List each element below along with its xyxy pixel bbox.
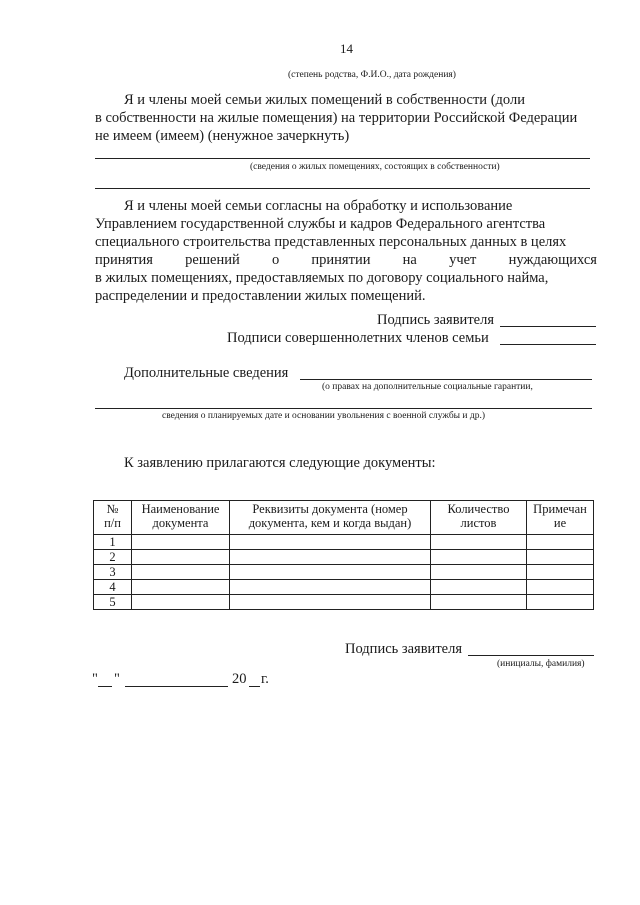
date-quote-open: " <box>92 671 98 687</box>
cell-sheet-count[interactable] <box>431 550 527 565</box>
para2-line1: Я и члены моей семьи согласны на обработку и использование <box>124 198 513 214</box>
cell-document-name[interactable] <box>132 565 230 580</box>
para1-line2: в собственности на жилые помещения) на территории Российской Федерации <box>95 110 578 126</box>
para2-line5: в жилых помещениях, предоставляемых по договору социального найма, <box>95 270 549 286</box>
date-year-prefix: 20 <box>232 671 247 687</box>
signature-applicant-label: Подпись заявителя <box>377 312 494 328</box>
cell-note[interactable] <box>527 580 594 595</box>
header-document-name: Наименование документа <box>132 501 230 535</box>
row-number: 4 <box>94 580 132 595</box>
cell-note[interactable] <box>527 550 594 565</box>
cell-note[interactable] <box>527 595 594 610</box>
date-day-line[interactable] <box>98 686 112 687</box>
property-info-line-1[interactable] <box>95 158 590 159</box>
cell-note[interactable] <box>527 565 594 580</box>
additional-info-label: Дополнительные сведения <box>124 365 289 381</box>
table-row <box>94 550 594 565</box>
para2-line4-word: на <box>402 252 417 268</box>
final-signature-label: Подпись заявителя <box>345 641 462 657</box>
caption-initials: (инициалы, фамилия) <box>497 659 585 669</box>
para2-line4 <box>95 251 597 269</box>
cell-document-details[interactable] <box>230 565 431 580</box>
cell-document-name[interactable] <box>132 580 230 595</box>
para2-line4-word: принятии <box>311 252 371 268</box>
signature-family-line[interactable] <box>500 344 596 345</box>
additional-info-line-2[interactable] <box>95 408 592 409</box>
row-number: 1 <box>94 535 132 550</box>
para2-line4-word: решений <box>185 252 240 268</box>
final-signature-line[interactable] <box>468 655 594 656</box>
row-number: 5 <box>94 595 132 610</box>
para2-line4-word: о <box>271 252 280 268</box>
para2-line4-word: нуждающихся <box>508 252 597 268</box>
documents-table <box>93 500 594 610</box>
para2-line4-word: принятия <box>95 252 153 268</box>
header-number: № п/п <box>94 501 132 535</box>
cell-sheet-count[interactable] <box>431 580 527 595</box>
attachments-heading: К заявлению прилагаются следующие документы: <box>124 455 436 471</box>
table-row <box>94 565 594 580</box>
cell-document-details[interactable] <box>230 595 431 610</box>
cell-document-details[interactable] <box>230 550 431 565</box>
para2-line2: Управлением государственной службы и кадров Федерального агентства <box>95 216 546 232</box>
table-row <box>94 595 594 610</box>
header-note: Примечан ие <box>527 501 594 535</box>
cell-sheet-count[interactable] <box>431 565 527 580</box>
caption-property: (сведения о жилых помещениях, состоящих в собственности) <box>250 162 500 172</box>
table-row <box>94 535 594 550</box>
signature-family-label: Подписи совершеннолетних членов семьи <box>227 330 489 346</box>
para2-line3: специального строительства представленных персональных данных в целях <box>95 234 567 250</box>
date-quote-close: " <box>114 671 120 687</box>
caption-discharge: сведения о планируемых дате и основании увольнения с военной службы и др.) <box>162 411 486 421</box>
cell-sheet-count[interactable] <box>431 535 527 550</box>
additional-info-line-1[interactable] <box>300 379 592 380</box>
header-document-details: Реквизиты документа (номер документа, кем и когда выдан) <box>230 501 431 535</box>
para1-line1: Я и члены моей семьи жилых помещений в собственности (доли <box>124 92 525 108</box>
cell-document-name[interactable] <box>132 550 230 565</box>
table-header-row <box>94 501 594 535</box>
cell-document-details[interactable] <box>230 535 431 550</box>
para2-line6: распределении и предоставлении жилых помещений. <box>95 288 426 304</box>
date-month-line[interactable] <box>125 686 228 687</box>
property-info-line-2[interactable] <box>95 188 590 189</box>
cell-document-name[interactable] <box>132 595 230 610</box>
para2-line4-word: учет <box>449 252 477 268</box>
row-number: 3 <box>94 565 132 580</box>
caption-guarantees: (о правах на дополнительные социальные гарантии, <box>322 382 533 392</box>
caption-relation: (степень родства, Ф.И.О., дата рождения) <box>288 70 456 80</box>
cell-document-details[interactable] <box>230 580 431 595</box>
table-row <box>94 580 594 595</box>
date-year-suffix: г. <box>261 671 269 687</box>
cell-document-name[interactable] <box>132 535 230 550</box>
signature-applicant-line[interactable] <box>500 326 596 327</box>
para1-line3: не имеем (имеем) (ненужное зачеркнуть) <box>95 128 350 144</box>
header-sheet-count: Количество листов <box>431 501 527 535</box>
row-number: 2 <box>94 550 132 565</box>
cell-sheet-count[interactable] <box>431 595 527 610</box>
date-year-line[interactable] <box>249 686 260 687</box>
page-number: 14 <box>340 41 353 56</box>
cell-note[interactable] <box>527 535 594 550</box>
